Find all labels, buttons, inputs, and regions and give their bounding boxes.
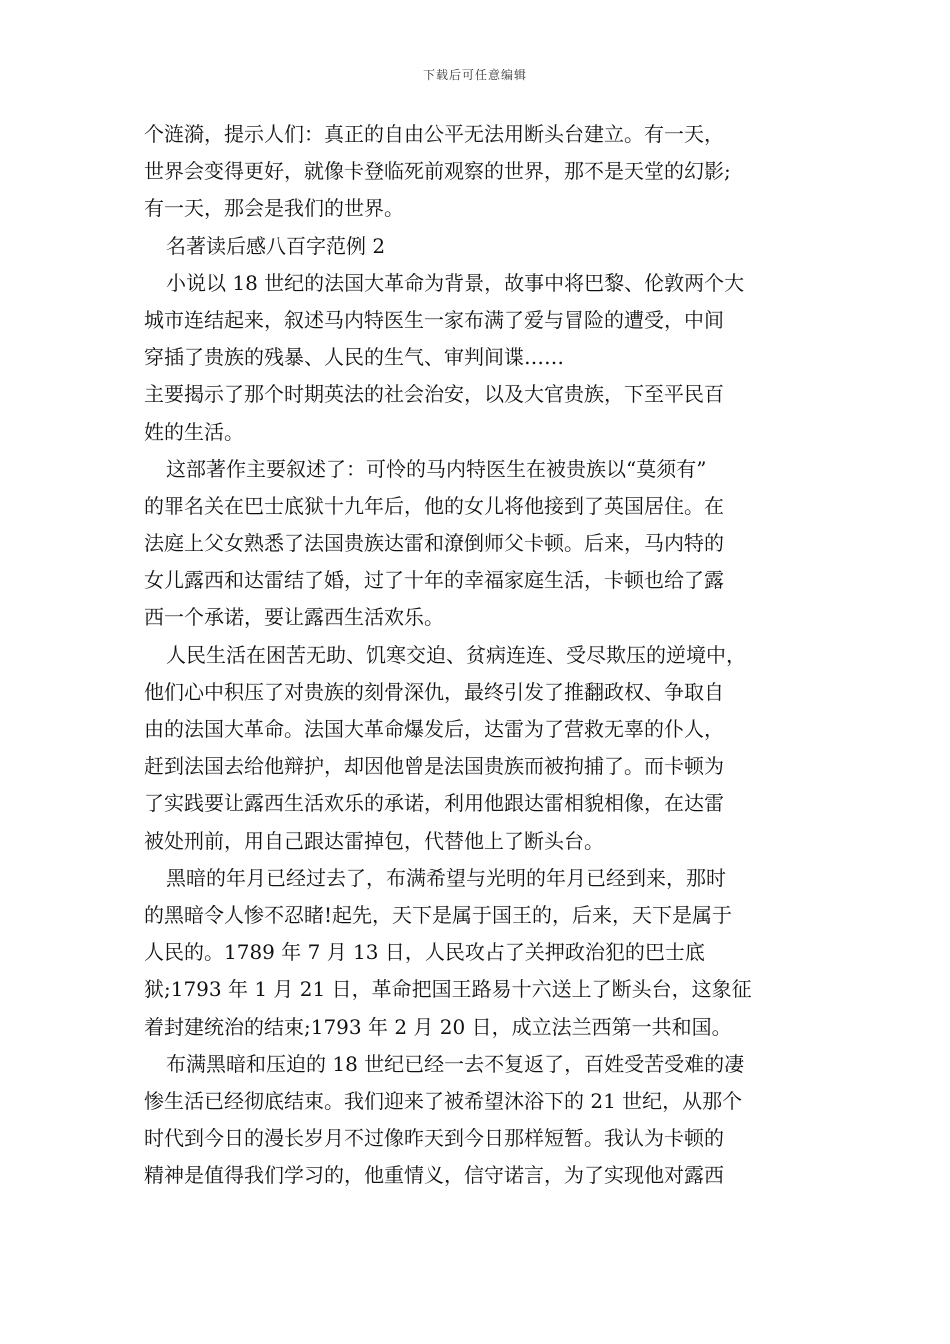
text-line: 这部著作主要叙述了：可怜的马内特医生在被贵族以“莫须有”	[166, 456, 707, 481]
text-line: 人民的。1789 年 7 月 13 日，人民攻占了关押政治犯的巴士底	[144, 940, 705, 965]
page-header: 下载后可任意编辑	[422, 68, 527, 82]
text-line: 城市连结起来，叙述马内特医生一家布满了爱与冒险的遭受，中间	[144, 307, 724, 332]
text-line: 他们心中积压了对贵族的刻骨深仇，最终引发了推翻政权、争取自	[144, 679, 724, 704]
text-line: 狱;1793 年 1 月 21 日，革命把国王路易十六送上了断头台，这象征	[144, 977, 752, 1002]
text-line: 赶到法国去给他辩护，却因他曾是法国贵族而被拘捕了。而卡顿为	[144, 754, 724, 779]
text-line: 由的法国大革命。法国大革命爆发后，达雷为了营救无辜的仆人，	[144, 717, 724, 741]
text-line: 姓的生活。	[144, 419, 244, 444]
text-line: 个涟漪，提示人们：真正的自由公平无法用断头台建立。有一天，	[144, 122, 724, 146]
text-line: 主要揭示了那个时期英法的社会治安，以及大官贵族，下至平民百	[144, 382, 724, 407]
text-line: 小说以 18 世纪的法国大革命为背景，故事中将巴黎、伦敦两个大	[166, 270, 745, 295]
text-line: 女儿露西和达雷结了婚，过了十年的幸福家庭生活，卡顿也给了露	[144, 568, 724, 593]
document-body	[144, 116, 814, 1194]
text-line: 惨生活已经彻底结束。我们迎来了被希望沐浴下的 21 世纪，从那个	[144, 1088, 743, 1113]
text-line: 的黑暗令人惨不忍睹!起先，天下是属于国王的，后来，天下是属于	[144, 902, 733, 927]
text-line: 人民生活在困苦无助、饥寒交迫、贫病连连、受尽欺压的逆境中，	[166, 642, 746, 667]
text-line: 黑暗的年月已经过去了，布满希望与光明的年月已经到来，那时	[166, 865, 726, 890]
text-line: 时代到今日的漫长岁月不过像昨天到今日那样短暂。我认为卡顿的	[144, 1126, 724, 1151]
text-line: 法庭上父女熟悉了法国贵族达雷和潦倒师父卡顿。后来，马内特的	[144, 531, 724, 556]
text-line: 名著读后感八百字范例 2	[166, 233, 386, 258]
text-line: 布满黑暗和压迫的 18 世纪已经一去不复返了，百姓受苦受难的凄	[166, 1051, 745, 1076]
text-line: 有一天，那会是我们的世界。	[144, 196, 404, 221]
text-line: 穿插了贵族的残暴、人民的生气、审判间谍……	[144, 345, 564, 370]
text-line: 世界会变得更好，就像卡登临死前观察的世界，那不是天堂的幻影;	[144, 159, 731, 184]
text-line: 了实践要让露西生活欢乐的承诺，利用他跟达雷相貌相像，在达雷	[144, 791, 724, 816]
text-line: 着封建统治的结束;1793 年 2 月 20 日，成立法兰西第一共和国。	[144, 1014, 732, 1039]
text-line: 被处刑前，用自己跟达雷掉包，代替他上了断头台。	[144, 828, 604, 853]
text-line: 精神是值得我们学习的，他重情义，信守诺言，为了实现他对露西	[144, 1163, 724, 1188]
text-line: 西一个承诺，要让露西生活欢乐。	[144, 605, 444, 630]
text-line: 的罪名关在巴士底狱十九年后，他的女儿将他接到了英国居住。在	[144, 493, 724, 518]
